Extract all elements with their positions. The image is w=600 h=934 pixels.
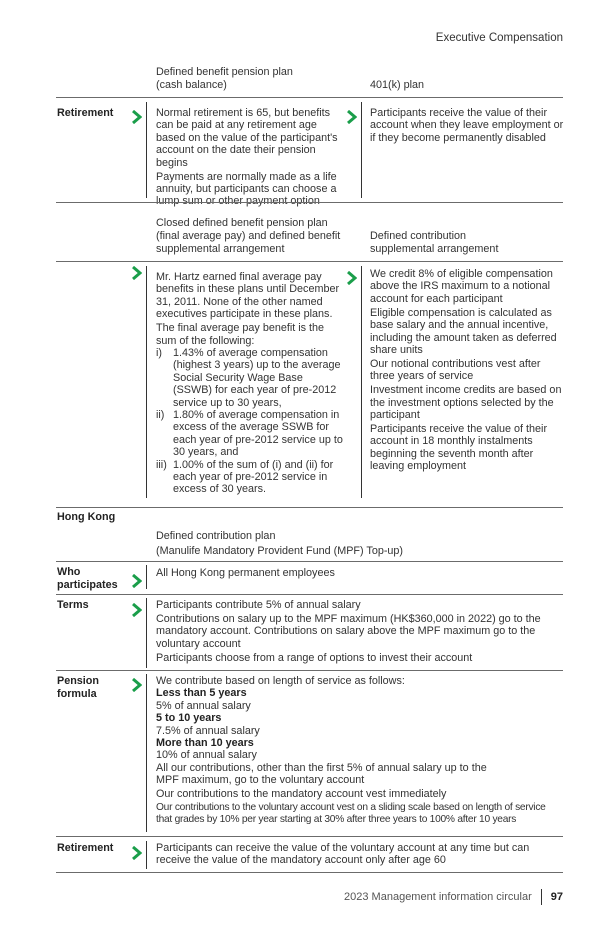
column-header-cash-balance xyxy=(156,66,293,92)
row-label-retirement: Retirement xyxy=(57,107,114,119)
table-rule xyxy=(56,872,563,873)
table-rule xyxy=(56,261,563,262)
cell-paragraph: The final average pay benefit is the sum of the following: xyxy=(156,322,325,347)
cell-paragraph: Eligible compensation is calculated as base salary and the annual incentive, including the amount taken as deferred share units xyxy=(370,306,557,356)
formula-item xyxy=(156,459,344,496)
column-header-line: Closed defined benefit pension plan xyxy=(156,217,328,229)
list-text: 1.80% of average compensation in excess of the average SSWB for each year of pre-2012 service up to 30 years, and xyxy=(173,408,343,459)
document-title: 2023 Management information circular xyxy=(344,891,532,903)
page-footer xyxy=(344,889,563,905)
chevron-right-icon xyxy=(131,110,142,124)
column-divider xyxy=(361,266,362,498)
table-rule xyxy=(56,561,563,562)
list-marker: ii) xyxy=(156,408,165,421)
list-text: 1.43% of average compensation (highest 3 years) up to the average Social Security Wage Base (SSWB) for each year of pre-2012 service up to 30 years, xyxy=(173,346,341,409)
section-title: Executive Compensation xyxy=(435,32,563,44)
row-label-line: Retirement xyxy=(57,842,114,854)
column-header-line: Defined benefit pension plan xyxy=(156,66,293,78)
chevron-right-icon xyxy=(346,271,357,285)
list-text: 1.00% of the sum of (i) and (ii) for each year of pre-2012 service in excess of 30 years. xyxy=(173,458,334,496)
row-label-line: Who xyxy=(57,566,81,578)
cell-retirement-hk xyxy=(156,842,556,868)
cell-dc-supplemental xyxy=(370,268,565,474)
column-divider xyxy=(146,598,147,668)
column-header-line: Defined contribution plan xyxy=(156,530,276,542)
cell-paragraph: Our notional contributions vest after three years of service xyxy=(370,357,541,383)
column-header-line: (cash balance) xyxy=(156,79,227,91)
formula-item xyxy=(156,409,344,459)
formula-item xyxy=(156,347,344,409)
cell-paragraph: Payments are normally made as a life annuity, but participants can choose a lump sum or other payment option xyxy=(156,170,337,208)
list-marker: i) xyxy=(156,346,162,359)
column-divider xyxy=(146,266,147,498)
column-divider xyxy=(146,674,147,832)
table-rule xyxy=(56,97,563,98)
chevron-right-icon xyxy=(131,574,142,588)
tier-heading: Less than 5 years xyxy=(156,687,247,700)
column-header-dc-supplemental xyxy=(370,230,498,256)
cell-paragraph: Mr. Hartz earned final average pay benefits in these plans until December 31, 2011. None of the other named executives participate in these plans. xyxy=(156,271,340,321)
cell-401k-retirement xyxy=(370,107,565,146)
row-label-line: Terms xyxy=(57,599,89,611)
column-header-line: 401(k) plan xyxy=(370,79,425,91)
row-label-line: formula xyxy=(57,687,97,700)
table-rule xyxy=(56,594,563,595)
column-header-line: supplemental arrangement xyxy=(370,243,499,255)
list-marker: iii) xyxy=(156,458,167,471)
section-label-hong-kong: Hong Kong xyxy=(57,511,116,523)
cell-paragraph: Participants receive the value of their account when they leave employment or if they become permanently disabled xyxy=(370,107,564,144)
row-label-line: participates xyxy=(57,578,118,591)
column-divider xyxy=(146,565,147,589)
footer-divider xyxy=(541,889,542,905)
cell-paragraph: Participants contribute 5% of annual salary xyxy=(156,599,361,611)
cell-paragraph: Participants receive the value of their account in 18 monthly instalments beginning the seventh month after leaving employment xyxy=(370,422,548,473)
row-label-terms xyxy=(57,599,89,612)
column-header-mpf-plan xyxy=(156,529,403,559)
table-rule xyxy=(56,202,563,203)
cell-paragraph: Investment income credits are based on the investment options selected by the participant xyxy=(370,384,562,421)
cell-pension-formula xyxy=(156,675,556,828)
tier-heading: 5 to 10 years xyxy=(156,712,222,725)
cell-who-participates xyxy=(156,567,561,581)
column-header-line: Defined contribution xyxy=(370,230,467,242)
cell-paragraph: Our contributions to the mandatory account vest immediately xyxy=(156,788,447,801)
cell-paragraph: All Hong Kong permanent employees xyxy=(156,567,335,579)
row-label-line: Pension xyxy=(57,675,99,687)
row-label-pension-formula xyxy=(57,675,99,700)
table-rule xyxy=(56,670,563,671)
chevron-right-icon xyxy=(131,266,142,280)
cell-terms xyxy=(156,599,548,666)
cell-final-average-pay xyxy=(156,271,344,496)
cell-paragraph: We contribute based on length of service as follows: xyxy=(156,675,405,687)
column-divider xyxy=(146,841,147,869)
column-header-line: (Manulife Mandatory Provident Fund (MPF) Top-up) xyxy=(156,545,404,557)
cell-paragraph: Our contributions to the voluntary account vest on a sliding scale based on length of service that grades by 10% per year starting at 30% after three years to 100% after 10 years xyxy=(156,802,546,826)
column-header-final-average-pay xyxy=(156,217,340,256)
page-number: 97 xyxy=(550,891,563,903)
table-rule xyxy=(56,836,563,837)
tier-value: 5% of annual salary xyxy=(156,699,251,712)
chevron-right-icon xyxy=(346,110,357,124)
chevron-right-icon xyxy=(131,846,142,860)
tier-value: 7.5% of annual salary xyxy=(156,724,260,737)
column-divider xyxy=(146,102,147,198)
column-header-line: (final average pay) and defined benefit xyxy=(156,230,341,242)
cell-paragraph: Normal retirement is 65, but benefits can be paid at any retirement age based on the value of the participant's account on the date their pension begins xyxy=(156,107,338,169)
table-rule xyxy=(56,507,563,508)
column-divider xyxy=(361,102,362,198)
cell-paragraph: Participants can receive the value of the voluntary account at any time but can receive the value of the mandatory account only after age 60 xyxy=(156,842,530,867)
cell-paragraph: We credit 8% of eligible compensation above the IRS maximum to a notional account for each participant xyxy=(370,268,553,305)
cell-cash-balance-retirement xyxy=(156,107,341,209)
column-header-line: supplemental arrangement xyxy=(156,243,285,255)
row-label-who-participates xyxy=(57,566,118,591)
row-label-retirement-hk xyxy=(57,842,113,855)
column-header-401k xyxy=(370,79,424,92)
cell-paragraph: Participants choose from a range of options to invest their account xyxy=(156,651,473,664)
tier-value: 10% of annual salary xyxy=(156,749,257,762)
cell-paragraph: All our contributions, other than the first 5% of annual salary up to the MPF maximum, go to the voluntary account xyxy=(156,761,487,787)
chevron-right-icon xyxy=(131,603,142,617)
tier-heading: More than 10 years xyxy=(156,737,254,750)
chevron-right-icon xyxy=(131,678,142,692)
cell-paragraph: Contributions on salary up to the MPF maximum (HK$360,000 in 2022) go to the mandatory account. Contributions on salary above the MPF maximum go to the voluntary account xyxy=(156,612,541,650)
